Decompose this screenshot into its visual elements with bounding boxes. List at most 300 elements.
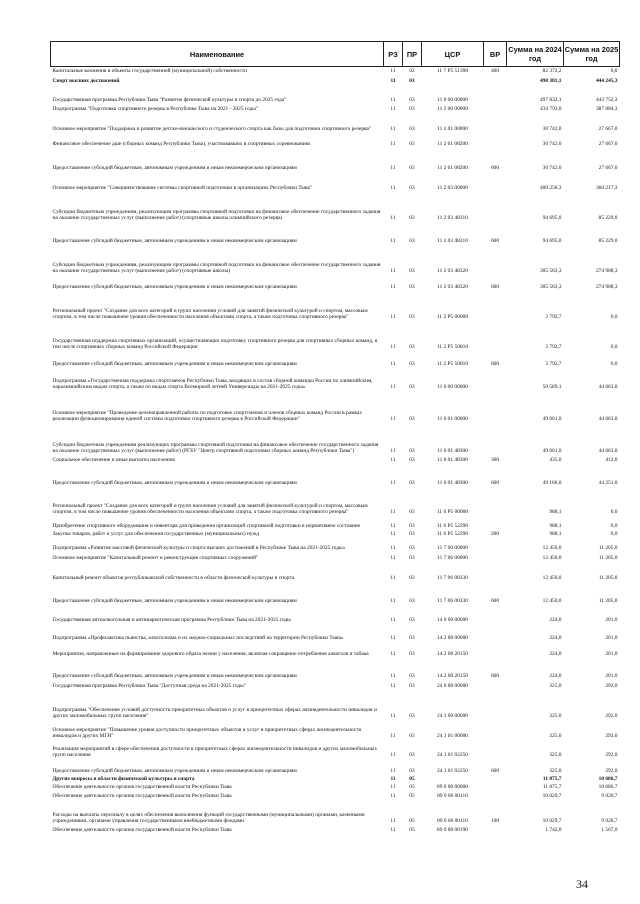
cell-sum-2025: 11 205,0: [598, 598, 618, 604]
cell-name: Субсидии бюджетным учреждениям, реализующим программы спортивной подготовки на финансовое обеспечение государственного задания на оказание государственных услуг (выполнение работ) (спортивные школы): [52, 261, 381, 274]
cell-pr: 03: [409, 361, 415, 367]
cell-pr: 03: [409, 268, 415, 274]
table-row: [51, 455, 620, 464]
cell-sum-2024: 30 742,0: [542, 126, 562, 132]
cell-sum-2024: 400 258,3: [539, 185, 562, 191]
cell-rz: 11: [390, 598, 396, 604]
cell-csr: 11 2 P5 50810: [436, 361, 469, 367]
cell-sum-2024: 10 029,7: [542, 818, 562, 824]
cell-vr: [484, 552, 507, 562]
cell-sum-2025: 27 667,0: [598, 141, 618, 147]
table-row: [51, 530, 620, 538]
cell-csr: 11 6 01 00000: [437, 416, 468, 422]
cell-sum-2024: 94 695,0: [542, 215, 562, 221]
cell-rz: 11: [390, 448, 396, 454]
cell-csr: 24 1 01 02250: [437, 752, 468, 758]
cell-sum-2024: 49 166,0: [542, 480, 562, 486]
cell-rz: 11: [390, 651, 396, 657]
cell-sum-2024: 497 832,1: [539, 97, 562, 103]
cell-name: Предоставление субсидий бюджетным, автономным учреждениям и иным некоммерческим организациям: [52, 598, 297, 604]
cell-vr: 600: [490, 284, 500, 290]
cell-csr: 14 2 00 20150: [437, 673, 468, 679]
cell-rz: 11: [390, 635, 396, 641]
cell-vr: [484, 680, 507, 690]
cell-vr: [484, 192, 507, 222]
cell-pr: 03: [409, 555, 415, 561]
cell-vr: [484, 605, 507, 624]
header-rz: РЗ: [384, 42, 403, 67]
cell-vr: [484, 104, 507, 113]
cell-name: Социальное обеспечение и иные выплаты населению: [52, 457, 176, 463]
cell-csr: 11 2 01 08200: [437, 165, 468, 171]
cell-vr: [484, 624, 507, 642]
cell-pr: 03: [409, 448, 415, 454]
cell-rz: 11: [390, 776, 396, 782]
cell-sum-2024: 325,0: [549, 683, 562, 689]
cell-name: Расходы на выплаты персоналу в целях обеспечения выполнения функций государственными (муниципальными) органами, казенными учреждениями, органами управления государственными внебюджетными фондами: [52, 811, 365, 824]
cell-name: Обеспечение деятельности органов государственной власти Республики Тыва: [52, 827, 232, 833]
cell-csr: [422, 775, 484, 783]
header-pr: ПР: [403, 42, 422, 67]
header-name: Наименование: [51, 42, 384, 67]
cell-name: Основное мероприятие "Капитальный ремонт и реконструкция спортивных сооружений": [52, 555, 259, 561]
cell-sum-2024: 305 563,3: [539, 284, 562, 290]
cell-name: Спорт высших достижений: [52, 78, 120, 84]
cell-sum-2025: 0,0: [610, 68, 618, 74]
cell-sum-2025: 85 229,0: [598, 238, 618, 244]
cell-rz: 11: [390, 733, 396, 739]
cell-rz: 11: [390, 215, 396, 221]
cell-pr: 03: [409, 141, 415, 147]
cell-csr: 11 2 00 00000: [437, 106, 468, 112]
cell-vr: 200: [490, 531, 500, 537]
cell-name: Предоставление субсидий бюджетным, автономным учреждениям и иным некоммерческим организациям: [52, 673, 297, 679]
cell-csr: 11 6 P5 52290: [436, 523, 469, 529]
table-row: [51, 759, 620, 775]
table-row: [51, 275, 620, 291]
cell-vr: 100: [490, 818, 500, 824]
cell-sum-2024: 325,0: [549, 733, 562, 739]
cell-sum-2025: 27 667,0: [598, 126, 618, 132]
cell-sum-2024: 30 742,0: [542, 165, 562, 171]
cell-sum-2024: 30 742,0: [542, 141, 562, 147]
cell-csr: 11 2 03 48310: [437, 215, 468, 221]
cell-sum-2025: 0,0: [610, 523, 618, 529]
cell-sum-2025: 201,0: [605, 673, 618, 679]
table-row: [51, 642, 620, 658]
table-row: [51, 113, 620, 133]
cell-pr: 03: [409, 713, 415, 719]
cell-pr: 03: [409, 185, 415, 191]
cell-name: Государственная поддержка спортивных организаций, осуществляющих подготовку спортивного резерва для спортивных сборных команд, в том числе спортивных сборных команд Российской Федерации: [52, 337, 378, 350]
cell-vr: [484, 791, 507, 800]
cell-sum-2024: 3 792,7: [545, 314, 562, 320]
cell-pr: 03: [409, 598, 415, 604]
table-row: [51, 245, 620, 275]
cell-vr: 400: [490, 68, 500, 74]
cell-sum-2024: 10 029,7: [542, 793, 562, 799]
cell-name: Обеспечение деятельности органов государственной власти Республики Тыва: [52, 793, 232, 799]
cell-vr: [484, 783, 507, 791]
cell-name: Другие вопросы в области физической культуры и спорта: [52, 776, 195, 782]
cell-name: Государственная антиалкогольная и антинаркотическая программа Республики Тыва на 2021-2025 годы: [52, 617, 291, 623]
table-row: [51, 740, 620, 759]
cell-pr: 03: [409, 126, 415, 132]
table-row: [51, 148, 620, 172]
table-row: [51, 368, 620, 391]
cell-pr: 03: [409, 673, 415, 679]
table-row: [51, 624, 620, 642]
cell-pr: 03: [409, 97, 415, 103]
cell-csr: 11 7 P5 51390: [436, 68, 469, 74]
cell-vr: 300: [490, 457, 500, 463]
cell-sum-2024: 82 372,2: [542, 68, 562, 74]
header-sum-2025: Сумма на 2025 год: [564, 42, 620, 67]
cell-csr: 11 2 P5 00000: [436, 314, 469, 320]
cell-sum-2024: 325,0: [549, 713, 562, 719]
cell-rz: 11: [390, 106, 396, 112]
cell-sum-2025: 11 205,0: [598, 575, 618, 581]
cell-sum-2024: 325,0: [549, 752, 562, 758]
cell-sum-2024: 988,1: [549, 523, 562, 529]
budget-table: [50, 41, 620, 834]
table-row: [51, 291, 620, 321]
cell-name: Мероприятия, направленные на формирование здорового образа жизни у населения, включая сокращение потребления алкоголя и табака: [52, 651, 369, 657]
cell-csr: 24 1 00 00000: [437, 713, 468, 719]
cell-vr: [484, 321, 507, 351]
cell-vr: [484, 172, 507, 192]
cell-rz: 11: [390, 827, 396, 833]
table-row: [51, 104, 620, 113]
cell-vr: 600: [490, 361, 500, 367]
cell-sum-2024: 434 793,0: [539, 106, 562, 112]
cell-sum-2024: 988,1: [549, 531, 562, 537]
header-csr: ЦСР: [422, 42, 484, 67]
cell-name: Предоставление субсидий бюджетным, автономным учреждениям и иным некоммерческим организациям: [52, 361, 297, 367]
cell-pr: 03: [409, 575, 415, 581]
table-row: [51, 464, 620, 487]
cell-rz: 11: [390, 68, 396, 74]
cell-vr: 600: [490, 768, 500, 774]
table-row: [51, 783, 620, 791]
cell-name: Государственная программа Республики Тыва "Доступная среда на 2021-2025 годы": [52, 683, 246, 689]
cell-name: Предоставление субсидий бюджетным, автономным учреждениям и иным некоммерческим организациям: [52, 480, 297, 486]
cell-csr: 11 6 01 48300: [437, 448, 468, 454]
cell-sum-2024: 50 589,1: [542, 384, 562, 390]
cell-name: Субсидии бюджетным учреждениям реализующих программы спортивной подготовки на финансовое обеспечение государственного задания на оказание государственных услуг (выполнение работ) (РГБУ "Центр спортивной подготовки сборных команд Республики Тыва"): [52, 441, 379, 454]
table-row: [51, 680, 620, 690]
cell-sum-2024: 1 742,0: [545, 827, 562, 833]
cell-pr: 03: [409, 617, 415, 623]
cell-name: Государственная программа Республики Тыва "Развитие физической культуры и спорта до 2025 года": [52, 97, 287, 103]
cell-sum-2024: 988,1: [549, 509, 562, 515]
cell-rz: 11: [390, 793, 396, 799]
cell-sum-2024: 11 875,7: [542, 784, 562, 790]
cell-rz: 11: [390, 457, 396, 463]
cell-sum-2025: 11 205,0: [598, 555, 618, 561]
cell-sum-2025: 9 026,7: [601, 818, 618, 824]
cell-pr: 03: [409, 238, 415, 244]
budget-table-page: [50, 41, 619, 834]
cell-csr: 11 6 01 48300: [437, 457, 468, 463]
cell-vr: [484, 85, 507, 104]
cell-name: Основное мероприятие "Повышение уровня доступности приоритетных объектов и услуг в приоритетных сферах жизнедеятельности инвалидов и других МГН": [52, 726, 362, 739]
cell-csr: 11 6 P5 52290: [436, 531, 469, 537]
cell-name: Подпрограмма «Развитие массовой физической культуры и спорта высших достижений в Республике Тыва на 2021-2025 годы»: [52, 545, 346, 551]
cell-sum-2025: 274 988,3: [595, 284, 618, 290]
cell-csr: 11 2 03 00000: [437, 185, 468, 191]
cell-vr: 600: [490, 165, 500, 171]
table-row: [51, 85, 620, 104]
cell-sum-2024: 224,0: [549, 651, 562, 657]
cell-name: Реализация мероприятий в сфере обеспечения доступности в приоритетных сферах жизнедеятельности инвалидов и других маломобильных групп населения: [52, 745, 378, 758]
cell-rz: 11: [390, 752, 396, 758]
cell-name: Предоставление субсидий бюджетным, автономным учреждениям и иным некоммерческим организациям: [52, 284, 297, 290]
cell-name: Капитальный ремонт объектов республиканской собственности в области физической культуры и спорта: [52, 575, 295, 581]
cell-vr: [484, 75, 507, 85]
cell-pr: 03: [409, 531, 415, 537]
cell-vr: [484, 423, 507, 455]
table-row: [51, 720, 620, 740]
cell-name: Капитальные вложения в объекты государственной (муниципальной) собственности: [52, 68, 247, 74]
cell-rz: 11: [390, 555, 396, 561]
cell-pr: 03: [409, 480, 415, 486]
cell-csr: 11 2 P5 50810: [436, 344, 469, 350]
cell-rz: 11: [390, 384, 396, 390]
cell-pr: 05: [409, 827, 415, 833]
cell-sum-2024: 3 792,7: [545, 344, 562, 350]
cell-sum-2025: 412,0: [605, 457, 618, 463]
cell-sum-2025: 274 988,3: [595, 268, 618, 274]
cell-sum-2024: 498 381,1: [539, 78, 562, 84]
cell-sum-2024: 94 695,0: [542, 238, 562, 244]
table-row: [51, 825, 620, 834]
cell-csr: 89 0 00 00110: [437, 793, 468, 799]
page-number: 34: [576, 877, 588, 891]
cell-pr: 02: [409, 68, 415, 74]
cell-csr: 11 7 06 00330: [437, 575, 468, 581]
cell-rz: 11: [390, 97, 396, 103]
cell-csr: 14 0 00 00000: [437, 617, 468, 623]
cell-sum-2024: 12 450,0: [542, 555, 562, 561]
cell-csr: [422, 75, 484, 85]
cell-sum-2025: 10 686,7: [598, 784, 618, 790]
table-row: [51, 172, 620, 192]
table-row: [51, 538, 620, 552]
table-row: [51, 133, 620, 148]
cell-sum-2025: 443 752,3: [595, 97, 618, 103]
table-row: [51, 552, 620, 562]
table-row: [51, 775, 620, 783]
table-row: [51, 423, 620, 455]
table-row: [51, 222, 620, 245]
cell-sum-2025: 27 667,0: [598, 165, 618, 171]
cell-sum-2025: 10 686,7: [598, 776, 618, 782]
cell-sum-2024: 49 601,0: [542, 448, 562, 454]
cell-sum-2025: 292,0: [605, 752, 618, 758]
cell-vr: 600: [490, 480, 500, 486]
cell-pr: 05: [409, 776, 415, 782]
cell-name: Основное мероприятие "Проведение целенаправленной работы по подготовке спортсменов и членов сборных команд России в рамках реализации функционирования единой системы подготовки спортивного резерва в Российской Федерации": [52, 409, 363, 422]
cell-rz: 11: [390, 683, 396, 689]
cell-csr: 11 7 06 00000: [437, 555, 468, 561]
table-row: [51, 67, 620, 75]
cell-rz: 11: [390, 673, 396, 679]
cell-pr: 03: [409, 683, 415, 689]
cell-csr: 24 1 01 02250: [437, 768, 468, 774]
table-row: [51, 800, 620, 825]
cell-rz: 11: [390, 784, 396, 790]
cell-sum-2025: 201,0: [605, 635, 618, 641]
cell-name: Финансовое обеспечение дше (сборных команд Республики Тыва), участвовавших в спортивных соревнованиях: [52, 141, 311, 147]
cell-pr: 03: [409, 78, 415, 84]
cell-pr: 03: [409, 215, 415, 221]
cell-pr: 03: [409, 416, 415, 422]
cell-csr: 14 2 00 00000: [437, 635, 468, 641]
cell-pr: 03: [409, 752, 415, 758]
cell-rz: 11: [390, 818, 396, 824]
cell-pr: 05: [409, 784, 415, 790]
cell-pr: 03: [409, 457, 415, 463]
cell-rz: 11: [390, 141, 396, 147]
cell-sum-2025: 201,0: [605, 651, 618, 657]
cell-csr: 24 0 00 00000: [437, 683, 468, 689]
cell-csr: 11 0 00 00000: [437, 97, 468, 103]
cell-pr: 03: [409, 106, 415, 112]
cell-rz: 11: [390, 165, 396, 171]
cell-sum-2024: 12 450,0: [542, 575, 562, 581]
cell-name: Предоставление субсидий бюджетным, автономным учреждениям и иным некоммерческим организациям: [52, 238, 297, 244]
table-row: [51, 562, 620, 582]
cell-sum-2025: 0,0: [610, 509, 618, 515]
cell-sum-2025: 292,0: [605, 733, 618, 739]
cell-name: Предоставление субсидий бюджетным, автономным учреждениям и иным некоммерческим организациям: [52, 768, 297, 774]
cell-rz: 11: [390, 545, 396, 551]
table-row: [51, 658, 620, 680]
cell-rz: 11: [390, 284, 396, 290]
cell-rz: 11: [390, 238, 396, 244]
cell-name: Подпрограмма «Профилактика пьянства, алкоголизма и их медико-социальных последствий на территории Республики Тыва»: [52, 635, 344, 641]
cell-vr: [484, 487, 507, 516]
cell-rz: 11: [390, 78, 396, 84]
cell-vr: [484, 133, 507, 148]
cell-sum-2025: 292,0: [605, 713, 618, 719]
cell-csr: 11 2 01 00000: [437, 126, 468, 132]
cell-vr: 600: [490, 238, 500, 244]
cell-rz: 11: [390, 344, 396, 350]
cell-vr: [484, 825, 507, 834]
cell-sum-2025: 0,0: [610, 361, 618, 367]
cell-rz: 11: [390, 185, 396, 191]
table-row: [51, 690, 620, 720]
cell-pr: 03: [409, 165, 415, 171]
cell-name: Субсидии бюджетным учреждениям, реализующим программы спортивной подготовки на финансовое обеспечение государственного задания на оказание государственных услуг (выполнение работ) (спортивные школы олимпийского резерва): [52, 208, 381, 221]
cell-rz: 11: [390, 617, 396, 623]
cell-pr: 03: [409, 314, 415, 320]
cell-rz: 11: [390, 126, 396, 132]
cell-rz: 11: [390, 361, 396, 367]
cell-pr: 03: [409, 384, 415, 390]
cell-pr: 03: [409, 635, 415, 641]
cell-pr: 05: [409, 793, 415, 799]
cell-csr: 11 6 01 48300: [437, 480, 468, 486]
cell-vr: 600: [490, 598, 500, 604]
cell-sum-2025: 387 884,3: [595, 106, 618, 112]
header-sum-2024: Сумма на 2024 год: [507, 42, 564, 67]
cell-vr: [484, 516, 507, 530]
cell-name: Региональный проект "Создание для всех категорий и групп населения условий для занятий физической культурой и спортом, массовым спортом, в том числе повышение уровня обеспеченности населения объектами спорта, а также подготовка спортивного резерва": [52, 307, 368, 320]
cell-vr: [484, 391, 507, 423]
cell-vr: [484, 775, 507, 783]
cell-sum-2025: 11 205,0: [598, 545, 618, 551]
table-row: [51, 582, 620, 605]
cell-sum-2024: 435,0: [549, 457, 562, 463]
cell-sum-2025: 1 567,0: [601, 827, 618, 833]
cell-csr: 11 7 06 00330: [437, 598, 468, 604]
cell-vr: [484, 245, 507, 275]
cell-pr: 03: [409, 733, 415, 739]
cell-rz: 11: [390, 523, 396, 529]
cell-sum-2025: 44 663,0: [598, 448, 618, 454]
cell-sum-2024: 224,0: [549, 617, 562, 623]
cell-rz: 11: [390, 575, 396, 581]
cell-vr: [484, 113, 507, 133]
cell-sum-2024: 12 450,0: [542, 545, 562, 551]
cell-csr: 11 6 P5 00000: [436, 509, 469, 515]
cell-vr: [484, 538, 507, 552]
cell-vr: [484, 690, 507, 720]
cell-pr: 03: [409, 545, 415, 551]
cell-rz: 11: [390, 768, 396, 774]
table-body: [51, 67, 620, 834]
cell-sum-2024: 49 601,0: [542, 416, 562, 422]
cell-sum-2025: 292,0: [605, 683, 618, 689]
cell-sum-2024: 325,0: [549, 768, 562, 774]
cell-vr: [484, 720, 507, 740]
cell-name: Предоставление субсидий бюджетным, автономным учреждениям и иным некоммерческим организациям: [52, 165, 297, 171]
cell-sum-2025: 0,0: [610, 344, 618, 350]
cell-rz: 11: [390, 531, 396, 537]
table-row: [51, 391, 620, 423]
cell-sum-2024: 224,0: [549, 635, 562, 641]
table-row: [51, 75, 620, 85]
cell-csr: 14 2 00 20150: [437, 651, 468, 657]
cell-name: Подпрограмма "Обеспечение условий доступности приоритетных объектов и услуг в приоритетных сферах жизнедеятельности инвалидов и других маломобильных групп населения": [52, 706, 377, 719]
cell-vr: [484, 291, 507, 321]
cell-csr: 89 0 00 00110: [437, 818, 468, 824]
cell-rz: 11: [390, 268, 396, 274]
cell-vr: [484, 642, 507, 658]
table-row: [51, 351, 620, 368]
cell-csr: 11 6 00 00000: [437, 384, 468, 390]
cell-name: Подпрограмма «Государственная поддержка спортсменов Республики Тыва, входящих в состав сборной команды России по олимпийским, паралимпийским видам спорта, а также по видам спорта Всемирной летней Универсиады на 2021-2025 годы»: [52, 377, 373, 390]
cell-name: Приобретение спортивного оборудования и инвентаря для приведения организаций спортивной подготовки в нормативное состояние: [52, 523, 361, 529]
table-row: [51, 487, 620, 516]
cell-pr: 03: [409, 344, 415, 350]
cell-csr: 11 2 01 08200: [437, 141, 468, 147]
cell-name: Региональный проект "Создание для всех категорий и групп населения условий для занятий физической культурой и спортом, массовым спортом, в том числе повышение уровня обеспеченности населения объектами спорта, а также подготовка спортивного резерва": [52, 502, 368, 515]
cell-csr: 11 2 03 48320: [437, 268, 468, 274]
cell-sum-2025: 9 026,7: [601, 793, 618, 799]
cell-sum-2024: 224,0: [549, 673, 562, 679]
cell-vr: [484, 368, 507, 391]
cell-sum-2025: 360 217,3: [595, 185, 618, 191]
cell-sum-2024: 305 563,3: [539, 268, 562, 274]
table-row: [51, 321, 620, 351]
cell-csr: 11 2 03 48320: [437, 284, 468, 290]
cell-vr: [484, 740, 507, 759]
cell-sum-2025: 0,0: [610, 531, 618, 537]
